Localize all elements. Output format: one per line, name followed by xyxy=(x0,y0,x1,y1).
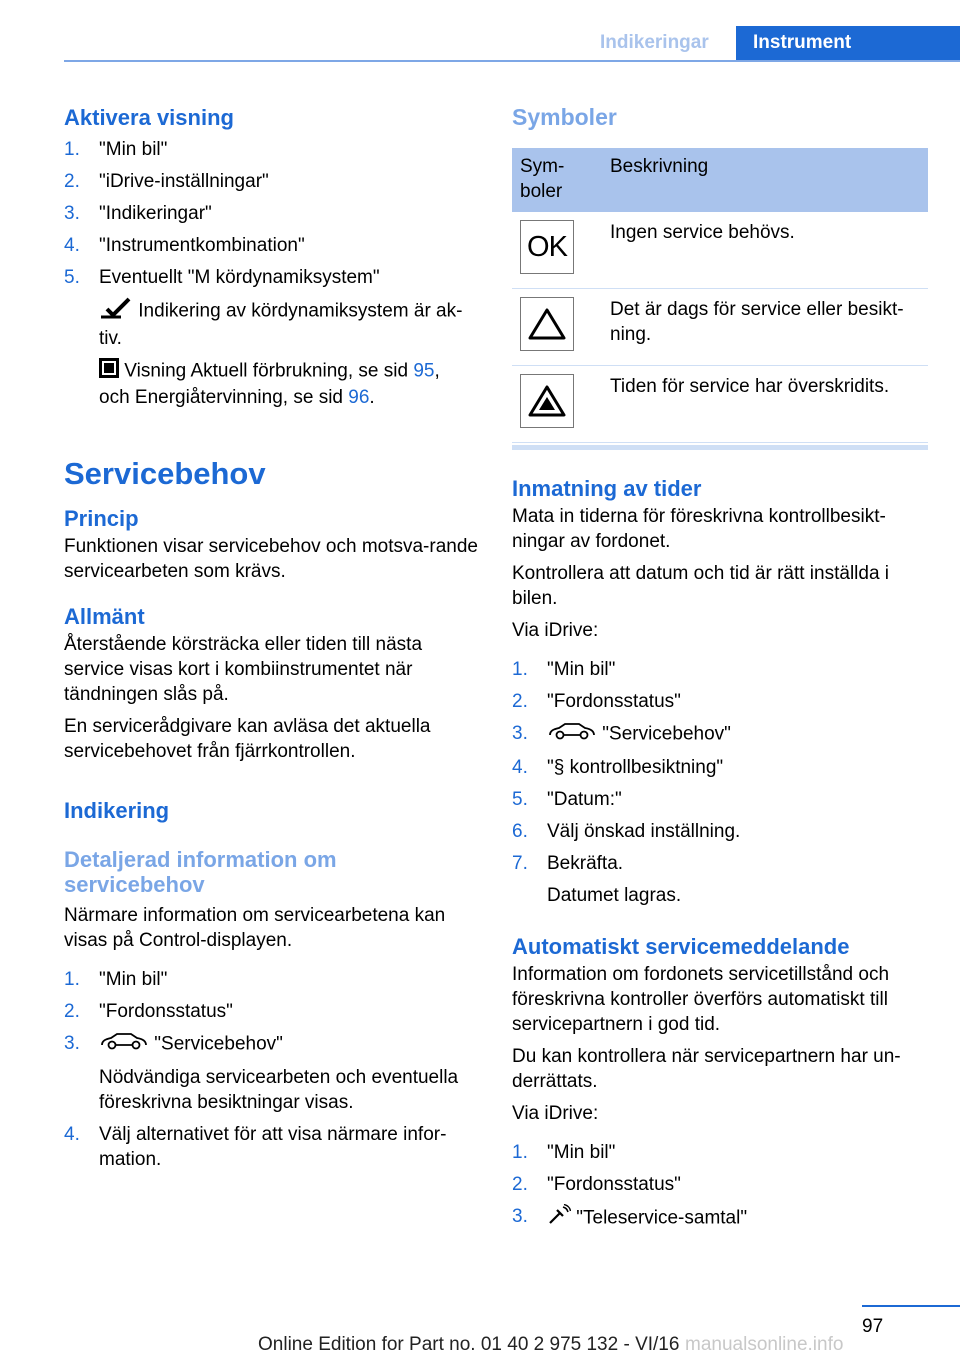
step-number: 3. xyxy=(64,203,80,224)
step-text: Välj önskad inställning. xyxy=(547,821,741,842)
inmatning-steps-list xyxy=(512,657,928,908)
servicebehov-heading: Servicebehov xyxy=(64,456,266,491)
step-number: 1. xyxy=(512,1142,528,1163)
step-number: 2. xyxy=(64,1001,80,1022)
description-cell: Ingen service behövs. xyxy=(602,212,928,289)
step-text: Eventuellt "M kördynamiksystem" xyxy=(99,267,380,288)
step-text: "Fordonsstatus" xyxy=(547,1174,681,1195)
step-number: 1. xyxy=(64,969,80,990)
table-row xyxy=(512,289,928,366)
list-item xyxy=(64,999,480,1024)
step-number: 2. xyxy=(64,171,80,192)
inmatning-via: Via iDrive: xyxy=(512,620,599,641)
step-number: 3. xyxy=(512,1206,528,1227)
page-number: 97 xyxy=(862,1316,884,1337)
step-note: Nödvändiga servicearbeten och eventuella föreskrivna besiktningar visas. xyxy=(99,1067,459,1113)
ok-icon: OK xyxy=(520,220,574,274)
warning-triangle-filled-icon xyxy=(520,374,574,428)
symbol-cell xyxy=(512,289,602,366)
step-text: "Teleservice-samtal" xyxy=(571,1207,748,1229)
car-service-icon xyxy=(547,721,597,748)
list-item xyxy=(512,1140,928,1165)
indikering-heading: Indikering xyxy=(64,798,170,823)
step-text: "§ kontrollbesiktning" xyxy=(547,757,724,778)
step-text: "Datum:" xyxy=(547,789,622,810)
step-number: 4. xyxy=(512,757,528,778)
princip-text: Funktionen visar servicebehov och motsva‐rande servicearbeten som krävs. xyxy=(64,536,478,582)
auto-paragraph-1: Information om fordonets servicetillstånd och föreskrivna kontroller överförs automatiskt till servicepartnern i god tid. xyxy=(512,964,890,1035)
watermark: manualsonline.info xyxy=(685,1334,844,1355)
tab-indikeringar[interactable]: Indikeringar xyxy=(600,32,709,53)
step-text: "Instrumentkombination" xyxy=(99,235,305,256)
step-text: "iDrive-inställningar" xyxy=(99,171,269,192)
tab-instrument-label: Instrument xyxy=(753,32,852,53)
square-option-comma: , xyxy=(434,360,440,382)
princip-heading: Princip xyxy=(64,506,139,531)
step-text: "Indikeringar" xyxy=(99,203,212,224)
step-text: "Servicebehov" xyxy=(597,723,731,745)
list-item xyxy=(512,755,928,780)
step-number: 1. xyxy=(64,139,80,160)
aktivera-visning-heading: Aktivera visning xyxy=(64,105,234,130)
table-row xyxy=(512,212,928,289)
list-item xyxy=(64,1122,480,1172)
step-number: 5. xyxy=(64,267,80,288)
square-icon xyxy=(99,358,119,385)
step-number: 6. xyxy=(512,821,528,842)
description-cell: Det är dags för service eller besikt‐ning. xyxy=(602,289,928,366)
footer-rule xyxy=(862,1305,960,1307)
step-number: 4. xyxy=(64,1124,80,1145)
step-number: 2. xyxy=(512,1174,528,1195)
left-column xyxy=(64,100,480,1172)
list-item xyxy=(512,787,928,812)
allmant-paragraph-2: En servicerådgivare kan avläsa det aktuella servicebehovet från fjärrkontrollen. xyxy=(64,716,431,762)
page-link-96[interactable]: 96 xyxy=(348,387,370,408)
table-bottom-rule xyxy=(512,445,928,450)
step-text: "Min bil" xyxy=(547,1142,616,1163)
symbol-cell xyxy=(512,366,602,443)
column-header-beskrivning: Beskrivning xyxy=(602,148,928,212)
square-option xyxy=(64,358,480,410)
list-item xyxy=(64,201,480,226)
step-text: "Min bil" xyxy=(99,969,168,990)
checkmark-option xyxy=(64,297,480,351)
step-text: Bekräfta. xyxy=(547,853,624,874)
symbol-table xyxy=(512,148,928,443)
auto-paragraph-2: Du kan kontrollera när servicepartnern har un‐derrättats. xyxy=(512,1046,901,1092)
auto-via: Via iDrive: xyxy=(512,1103,599,1124)
table-header-row xyxy=(512,148,928,212)
header-rule xyxy=(64,60,960,62)
square-option-text-2: och Energiåtervinning, se sid xyxy=(99,387,349,408)
list-item xyxy=(512,657,928,682)
auto-steps-list xyxy=(512,1140,928,1233)
step-number: 5. xyxy=(512,789,528,810)
car-service-icon xyxy=(99,1031,149,1058)
inmatning-paragraph-1: Mata in tiderna för föreskrivna kontrollbesikt‐ningar av fordonet. xyxy=(512,506,886,552)
tab-instrument[interactable] xyxy=(736,26,960,62)
symboler-heading: Symboler xyxy=(512,104,617,130)
teleservice-icon xyxy=(547,1204,571,1233)
step-text: "Fordonsstatus" xyxy=(99,1001,233,1022)
inmatning-heading: Inmatning av tider xyxy=(512,476,702,501)
list-item xyxy=(64,233,480,258)
automatiskt-servicemeddelande-heading: Automatiskt servicemeddelande xyxy=(512,934,850,959)
table-row xyxy=(512,366,928,443)
list-item xyxy=(512,721,928,748)
list-item xyxy=(512,1204,928,1233)
step-number: 3. xyxy=(64,1033,80,1054)
symbol-cell xyxy=(512,212,602,289)
inmatning-paragraph-2: Kontrollera att datum och tid är rätt inställda i bilen. xyxy=(512,563,890,609)
allmant-paragraph-1: Återstående körsträcka eller tiden till nästa service visas kort i kombiinstrumentet när tändningen slås på. xyxy=(64,634,423,705)
list-item xyxy=(512,819,928,844)
step-number: 7. xyxy=(512,853,528,874)
step-text: "Servicebehov" xyxy=(149,1033,283,1055)
allmant-heading: Allmänt xyxy=(64,604,145,629)
list-item xyxy=(64,137,480,162)
step-text: "Min bil" xyxy=(99,139,168,160)
list-item xyxy=(64,169,480,194)
warning-triangle-icon xyxy=(520,297,574,351)
square-option-period: . xyxy=(369,387,375,408)
step-text: "Fordonsstatus" xyxy=(547,691,681,712)
edition-note: Online Edition for Part no. 01 40 2 975 132 - VI/16 xyxy=(258,1334,680,1355)
list-item xyxy=(64,1031,480,1115)
column-header-symboler: Sym‐boler xyxy=(512,148,602,212)
detaljerad-information-heading: Detaljerad information om servicebehov xyxy=(64,847,337,897)
checkmark-icon xyxy=(99,297,133,326)
step-text: Välj alternativet för att visa närmare infor‐mation. xyxy=(99,1124,447,1170)
square-option-text: Visning Aktuell förbrukning, se sid xyxy=(119,360,414,382)
step-number: 3. xyxy=(512,723,528,744)
step-text: "Min bil" xyxy=(547,659,616,680)
page-link-95[interactable]: 95 xyxy=(413,360,435,382)
description-cell: Tiden för service har överskridits. xyxy=(602,366,928,443)
step-number: 2. xyxy=(512,691,528,712)
step-number: 4. xyxy=(64,235,80,256)
aktivera-steps-list xyxy=(64,137,480,290)
list-item xyxy=(64,967,480,992)
detaljerad-information-text: Närmare information om servicearbetena kan visas på Control-displayen. xyxy=(64,905,446,951)
list-item xyxy=(512,851,928,908)
list-item xyxy=(512,689,928,714)
right-column xyxy=(512,100,928,1233)
list-item xyxy=(64,265,480,290)
checkmark-option-text: Indikering av kördynamiksystem är ak‐tiv. xyxy=(99,300,463,349)
detalj-steps-list xyxy=(64,967,480,1172)
step-number: 1. xyxy=(512,659,528,680)
list-item xyxy=(512,1172,928,1197)
step-note: Datumet lagras. xyxy=(547,885,682,906)
